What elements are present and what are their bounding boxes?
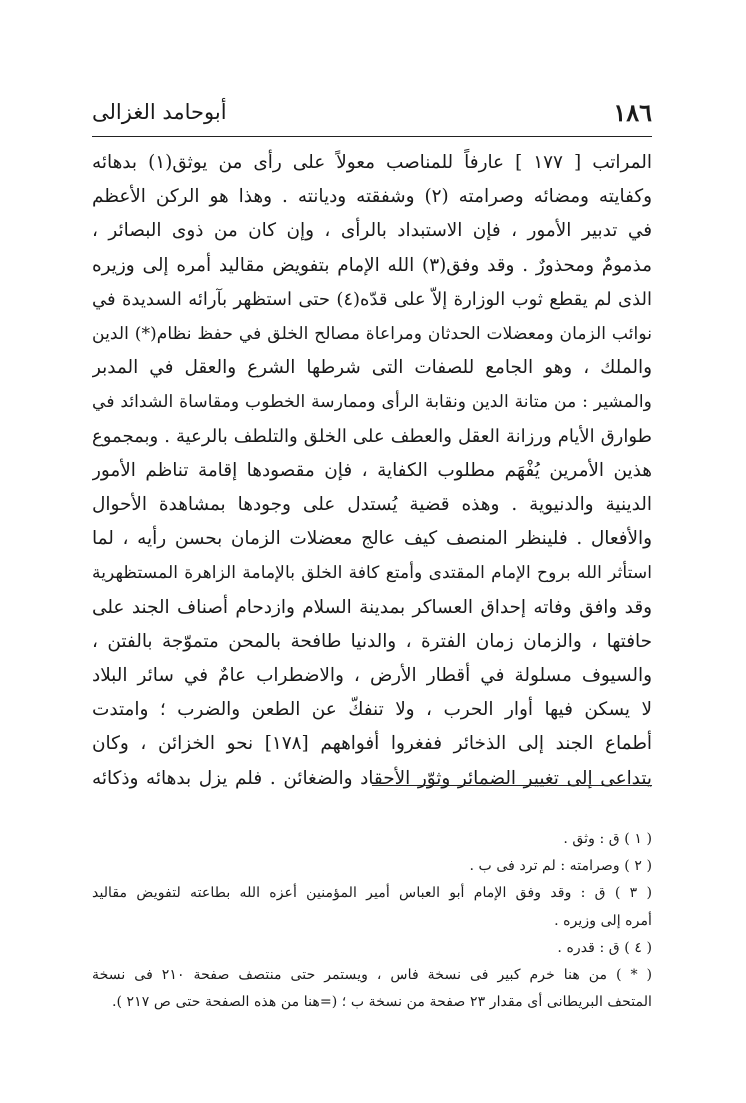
- footnote-3: ( ٣ ) ق : وقد وفق الإمام أبو العباس أمير المؤمنين أعزه الله بطاعته لتفويض مقاليد: [92, 885, 652, 902]
- text-line: وكفايته ومضائه وصرامته (٢) وشفقته وديانته . وهذا هو الركن الأعظم: [92, 186, 652, 208]
- main-text: [92, 146, 652, 796]
- text-line: لا يسكن فيها أوار الحرب ، ولا تنفكّ عن الطعن والضرب ؛ وامتدت: [92, 699, 652, 721]
- text-line: نوائب الزمان ومعضلات الحدثان ومراعاة مصالح الخلق في حفظ نظام(*) الدين: [92, 324, 652, 345]
- text-line: والسيوف مسلولة في أقطار الأرض ، والاضطراب عامٌ في سائر البلاد: [92, 665, 652, 687]
- footnote-4: ( ٤ ) ق : قدره .: [557, 939, 652, 956]
- header-rule: [92, 136, 652, 137]
- text-line: والأفعال . فلينظر المنصف كيف عالج معضلات الزمان بحسن رأيه ، لما: [92, 528, 652, 550]
- footnote-rule: [372, 785, 652, 786]
- page-header: [92, 92, 652, 132]
- text-line: استأثر الله بروح الإمام المقتدى وأمتع كافة الخلق بالإمامة الزاهرة المستظهرية: [92, 563, 652, 584]
- text-line: أطماع الجند إلى الذخائر ففغروا أفواههم [١٧٨] نحو الخزائن ، وكان: [92, 733, 652, 755]
- text-line: الذى لم يقطع ثوب الوزارة إلاّ على قدّه(٤) حتى استظهر بآرائه السديدة في: [92, 288, 652, 310]
- text-line: طوارق الأيام ورزانة العقل والعطف على الخلق والتلطف بالرعية . وبمجموع: [92, 425, 652, 447]
- footnote-star: ( * ) من هنا خرم كبير فى نسخة فاس ، ويستمر حتى منتصف صفحة ٢١٠ فى نسخة: [92, 967, 652, 984]
- footnote-star-continued: المتحف البريطانى أى مقدار ٢٣ صفحة من نسخة ب ؛ (=هنا من هذه الصفحة حتى ص ٢١٧ ).: [111, 994, 652, 1011]
- text-line: حافتها ، والزمان زمان الفترة ، والدنيا طافحة بالمحن متموّجة بالفتن ،: [92, 630, 652, 652]
- text-line: وقد وافق وفاته إحداق العساكر بمدينة السلام وازدحام أصناف الجند على: [92, 596, 652, 618]
- text-line: هذين الأمرين يُفْهَم مطلوب الكفاية ، فإن مقصودها إقامة تناظم الأمور: [92, 459, 652, 481]
- text-line: في تدبير الأمور ، فإن الاستبداد بالرأى ، وإن كان من ذوى البصائر ،: [92, 220, 652, 242]
- text-line: مذمومٌ ومحذورٌ . وقد وفق(٣) الله الإمام بتفويض مقاليد أمره إلى وزيره: [92, 254, 652, 276]
- footnotes: [92, 826, 652, 1016]
- text-line: المراتب [ ١٧٧ ] عارفاً للمناصب معولاً على رأى من يوثق(١) بدهائه: [92, 152, 652, 173]
- footnote-2: ( ٢ ) وصرامته : لم ترد فى ب .: [469, 858, 652, 875]
- running-title: أبوحامد الغزالى: [92, 100, 227, 124]
- text-line: والمشير : من متانة الدين ونقابة الرأى وممارسة الخطوب ومقاساة الشدائد في: [92, 392, 652, 413]
- page-number: ١٨٦: [613, 97, 652, 127]
- footnote-3-continued: أمره إلى وزيره .: [554, 912, 652, 929]
- text-line: والملك ، وهو الجامع للصفات التى شرطها الشرع والعقل في المدبر: [92, 357, 652, 379]
- footnote-1: ( ١ ) ق : وثق .: [563, 831, 652, 847]
- text-line: يتداعى إلى تغيير الضمائر وثوّر الأحقاد والضغائن . فلم يزل بدهائه وذكائه: [92, 767, 652, 789]
- text-line: الدينية والدنيوية . وهذه قضية يُستدل على وجودها بمشاهدة الأحوال: [92, 494, 652, 516]
